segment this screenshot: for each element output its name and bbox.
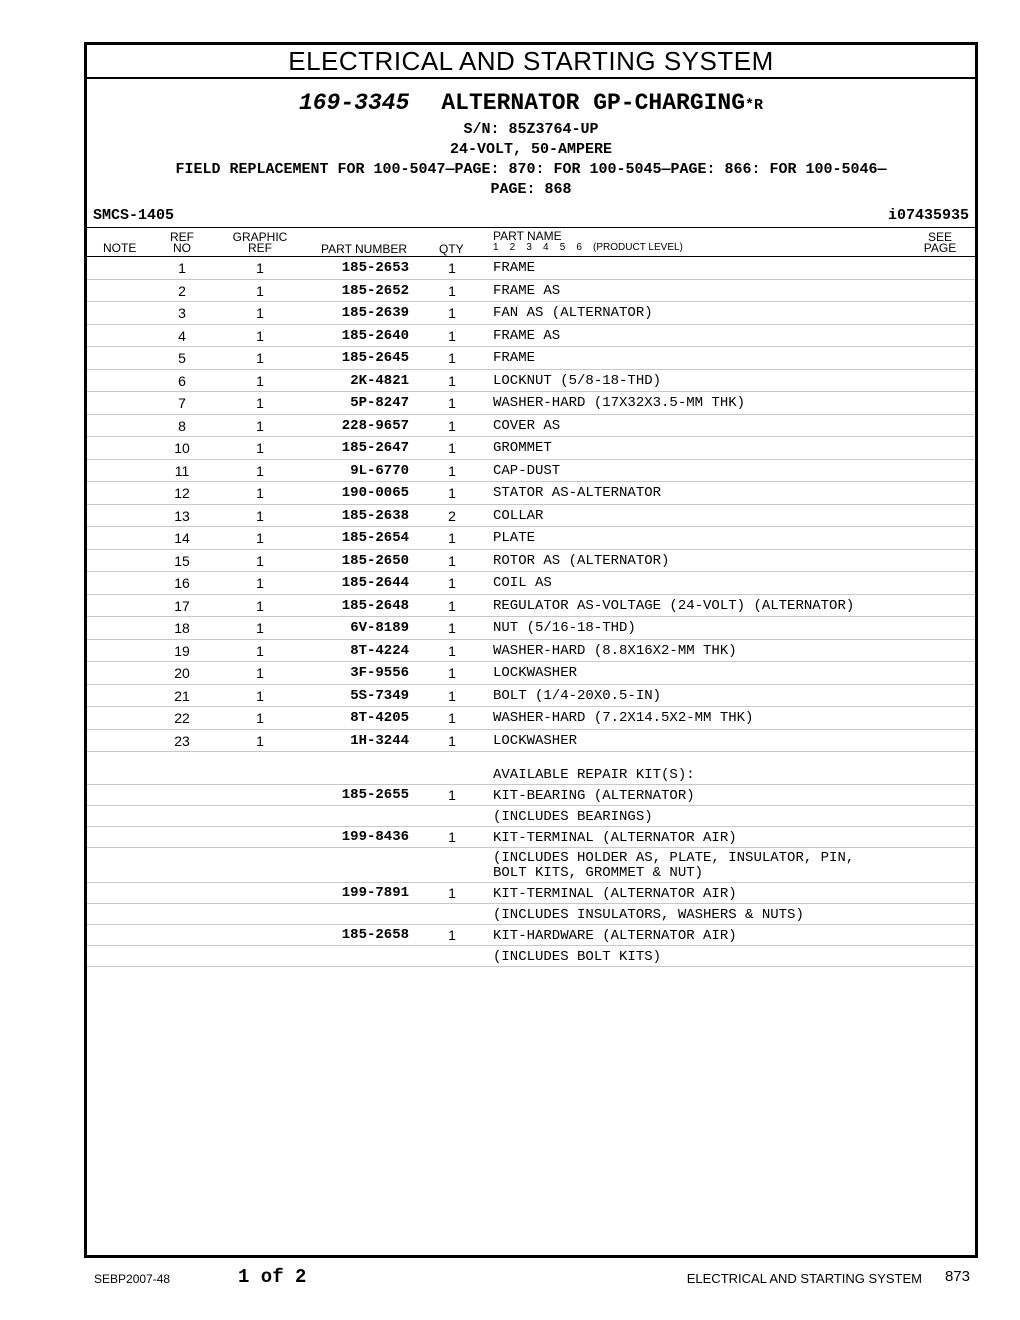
ref-no: 10 [174, 440, 190, 456]
table-row [87, 550, 975, 573]
col-ref-bottom: NO [173, 241, 191, 255]
kit-row [87, 946, 975, 967]
kit-row [87, 904, 975, 925]
parts-list [87, 257, 975, 752]
graphic-ref: 1 [256, 417, 264, 434]
quantity: 1 [448, 620, 456, 636]
part-name: STATOR AS-ALTERNATOR [493, 485, 662, 501]
kit-part-number: 199-7891 [341, 885, 409, 901]
ref-no: 23 [174, 732, 190, 749]
part-number: 185-2654 [341, 530, 409, 546]
col-qty: QTY [439, 242, 464, 256]
quantity: 1 [448, 642, 456, 659]
ref-no: 21 [174, 687, 190, 704]
part-name: CAP-DUST [493, 462, 561, 479]
ref-no: 15 [174, 552, 190, 569]
col-part-name: PART NAME [493, 229, 562, 243]
part-number: 185-2645 [341, 350, 409, 366]
part-name: NUT (5/16-18-THD) [493, 620, 636, 636]
part-number: 185-2638 [341, 507, 409, 524]
part-number: 185-2652 [341, 282, 409, 299]
part-number: 185-2640 [341, 327, 409, 344]
group-name: ALTERNATOR GP-CHARGING [441, 90, 746, 116]
table-row [87, 662, 975, 685]
quantity: 2 [448, 507, 456, 524]
quantity: 1 [448, 462, 456, 479]
part-number: 185-2644 [341, 575, 409, 591]
graphic-ref: 1 [256, 575, 264, 591]
page-number: 873 [944, 1268, 970, 1285]
kit-row [87, 848, 975, 883]
kit-row [87, 806, 975, 827]
graphic-ref: 1 [256, 305, 264, 321]
kit-description: KIT-TERMINAL (ALTERNATOR AIR) [493, 830, 737, 846]
ref-no: 22 [174, 710, 190, 726]
footer-section: ELECTRICAL AND STARTING SYSTEM [686, 1271, 922, 1286]
kit-description: (INCLUDES BEARINGS) [493, 809, 653, 825]
part-name: WASHER-HARD (7.2X14.5X2-MM THK) [493, 710, 754, 726]
part-name: COLLAR [493, 507, 544, 524]
kit-description: (INCLUDES BOLT KITS) [493, 949, 662, 965]
graphic-ref: 1 [256, 597, 264, 614]
kit-quantity: 1 [448, 829, 456, 845]
kit-row [87, 883, 975, 904]
table-row [87, 437, 975, 460]
ref-no: 20 [174, 665, 190, 681]
ref-no: 18 [174, 620, 190, 636]
part-number: 9L-6770 [350, 462, 409, 479]
graphic-ref: 1 [256, 485, 264, 501]
graphic-ref: 1 [256, 260, 264, 276]
quantity: 1 [448, 372, 456, 389]
part-name: WASHER-HARD (17X32X3.5-MM THK) [493, 395, 746, 411]
kit-row [87, 785, 975, 806]
part-name: LOCKWASHER [493, 732, 578, 749]
ref-no: 12 [174, 485, 190, 501]
graphic-ref: 1 [256, 372, 264, 389]
part-number: 185-2648 [341, 597, 409, 614]
part-number: 8T-4224 [350, 642, 409, 659]
graphic-ref: 1 [256, 552, 264, 569]
col-graphic-top: GRAPHIC [232, 230, 288, 244]
ref-no: 17 [174, 597, 190, 614]
quantity: 1 [448, 395, 456, 411]
table-row [87, 572, 975, 595]
kit-row [87, 752, 975, 785]
table-row [87, 460, 975, 483]
table-row [87, 730, 975, 753]
kit-quantity: 1 [448, 927, 456, 943]
part-number: 190-0065 [341, 485, 409, 501]
part-name: ROTOR AS (ALTERNATOR) [493, 552, 670, 569]
part-number: 5P-8247 [350, 395, 409, 411]
kit-row [87, 925, 975, 946]
quantity: 1 [448, 485, 456, 501]
table-row [87, 392, 975, 415]
column-header [87, 228, 975, 257]
graphic-ref: 1 [256, 732, 264, 749]
table-row [87, 280, 975, 303]
kit-quantity: 1 [448, 885, 456, 901]
col-see-top: SEE [927, 230, 952, 244]
group-mark: *R [745, 97, 764, 114]
table-row [87, 325, 975, 348]
col-note: NOTE [103, 241, 137, 255]
quantity: 1 [448, 440, 456, 456]
graphic-ref: 1 [256, 530, 264, 546]
part-name: COVER AS [493, 417, 561, 434]
ref-no: 5 [178, 350, 186, 366]
part-name: LOCKNUT (5/8-18-THD) [493, 372, 662, 389]
quantity: 1 [448, 305, 456, 321]
table-row [87, 527, 975, 550]
table-row [87, 482, 975, 505]
kit-quantity: 1 [448, 787, 456, 803]
page-of: 1 of 2 [238, 1266, 307, 1288]
graphic-ref: 1 [256, 620, 264, 636]
graphic-ref: 1 [256, 282, 264, 299]
part-name: BOLT (1/4-20X0.5-IN) [493, 687, 662, 704]
table-row [87, 640, 975, 663]
repair-kits-list [87, 752, 975, 967]
part-name: FAN AS (ALTERNATOR) [493, 305, 653, 321]
quantity: 1 [448, 687, 456, 704]
graphic-ref: 1 [256, 642, 264, 659]
graphic-ref: 1 [256, 687, 264, 704]
part-name: FRAME AS [493, 327, 561, 344]
graphic-ref: 1 [256, 350, 264, 366]
illustration-id: i07435935 [887, 207, 969, 224]
graphic-ref: 1 [256, 507, 264, 524]
part-name: COIL AS [493, 575, 552, 591]
part-name: PLATE [493, 530, 536, 546]
document-id: SEBP2007-48 [94, 1272, 171, 1286]
quantity: 1 [448, 282, 456, 299]
part-name: LOCKWASHER [493, 665, 578, 681]
page-footer [0, 1266, 1020, 1290]
group-title-line [87, 89, 975, 120]
table-row [87, 302, 975, 325]
part-name: REGULATOR AS-VOLTAGE (24-VOLT) (ALTERNATOR) [493, 597, 855, 614]
table-row [87, 617, 975, 640]
ref-no: 4 [178, 327, 186, 344]
kit-description: AVAILABLE REPAIR KIT(S): [493, 767, 695, 783]
col-graphic-bottom: REF [248, 241, 272, 255]
serial-number: S/N: 85Z3764-UP [463, 121, 599, 138]
col-product-level: 1 2 3 4 5 6 (PRODUCT LEVEL) [493, 242, 683, 253]
part-name: FRAME AS [493, 282, 561, 299]
kit-description: KIT-BEARING (ALTERNATOR) [493, 788, 695, 804]
kit-description: (INCLUDES INSULATORS, WASHERS & NUTS) [493, 907, 804, 923]
replacement-line-1: FIELD REPLACEMENT FOR 100-5047—PAGE: 870: FOR 100-5045—PAGE: 866: FOR 100-5046— [175, 161, 887, 178]
ref-no: 19 [174, 642, 190, 659]
quantity: 1 [448, 327, 456, 344]
kit-part-number: 199-8436 [341, 829, 409, 845]
part-number: 185-2650 [341, 552, 409, 569]
group-header [87, 89, 975, 200]
part-number: 1H-3244 [350, 732, 409, 749]
table-row [87, 347, 975, 370]
graphic-ref: 1 [256, 327, 264, 344]
ref-no: 13 [174, 507, 190, 524]
replacement-line-2: PAGE: 868 [490, 181, 572, 198]
quantity: 1 [448, 552, 456, 569]
part-number: 185-2639 [341, 305, 409, 321]
group-number: 169-3345 [298, 90, 410, 116]
part-number: 2K-4821 [350, 372, 409, 389]
table-row [87, 257, 975, 280]
part-number: 8T-4205 [350, 710, 409, 726]
quantity: 1 [448, 732, 456, 749]
table-row [87, 595, 975, 618]
quantity: 1 [448, 530, 456, 546]
ref-no: 11 [174, 462, 190, 479]
page-frame [84, 42, 978, 1258]
part-number: 5S-7349 [350, 687, 409, 704]
ref-no: 6 [178, 372, 186, 389]
ref-no: 7 [178, 395, 186, 411]
table-row [87, 685, 975, 708]
graphic-ref: 1 [256, 395, 264, 411]
section-title: ELECTRICAL AND STARTING SYSTEM [87, 45, 975, 79]
ref-no: 14 [174, 530, 190, 546]
ref-no: 8 [178, 417, 186, 434]
kit-row [87, 827, 975, 848]
kit-description: KIT-TERMINAL (ALTERNATOR AIR) [493, 886, 737, 902]
part-name: WASHER-HARD (8.8X16X2-MM THK) [493, 642, 737, 659]
part-number: 3F-9556 [350, 665, 409, 681]
part-number: 228-9657 [341, 417, 409, 434]
quantity: 1 [448, 597, 456, 614]
quantity: 1 [448, 575, 456, 591]
graphic-ref: 1 [256, 440, 264, 456]
graphic-ref: 1 [256, 462, 264, 479]
col-part-number: PART NUMBER [321, 242, 408, 256]
part-number: 6V-8189 [350, 620, 409, 636]
ref-no: 2 [178, 282, 186, 299]
smcs-code: SMCS-1405 [93, 207, 175, 224]
table-row [87, 707, 975, 730]
part-number: 185-2653 [341, 260, 409, 276]
col-ref-top: REF [170, 230, 194, 244]
part-name: FRAME [493, 260, 536, 276]
group-spec: 24-VOLT, 50-AMPERE [449, 141, 613, 158]
quantity: 1 [448, 710, 456, 726]
kit-part-number: 185-2658 [341, 927, 409, 943]
part-name: FRAME [493, 350, 536, 366]
table-row [87, 415, 975, 438]
ref-no: 1 [178, 260, 186, 276]
part-name: GROMMET [493, 440, 552, 456]
quantity: 1 [448, 260, 456, 276]
kit-description: KIT-HARDWARE (ALTERNATOR AIR) [493, 928, 737, 944]
graphic-ref: 1 [256, 710, 264, 726]
part-number: 185-2647 [341, 440, 409, 456]
smcs-row [87, 205, 975, 228]
ref-no: 3 [178, 305, 186, 321]
kit-part-number: 185-2655 [341, 787, 409, 803]
table-row [87, 370, 975, 393]
quantity: 1 [448, 350, 456, 366]
kit-description: (INCLUDES HOLDER AS, PLATE, INSULATOR, PIN, BOLT KITS, GROMMET & NUT) [493, 850, 855, 881]
col-see-bottom: PAGE [923, 241, 957, 255]
quantity: 1 [448, 665, 456, 681]
quantity: 1 [448, 417, 456, 434]
table-row [87, 505, 975, 528]
graphic-ref: 1 [256, 665, 264, 681]
ref-no: 16 [174, 575, 190, 591]
